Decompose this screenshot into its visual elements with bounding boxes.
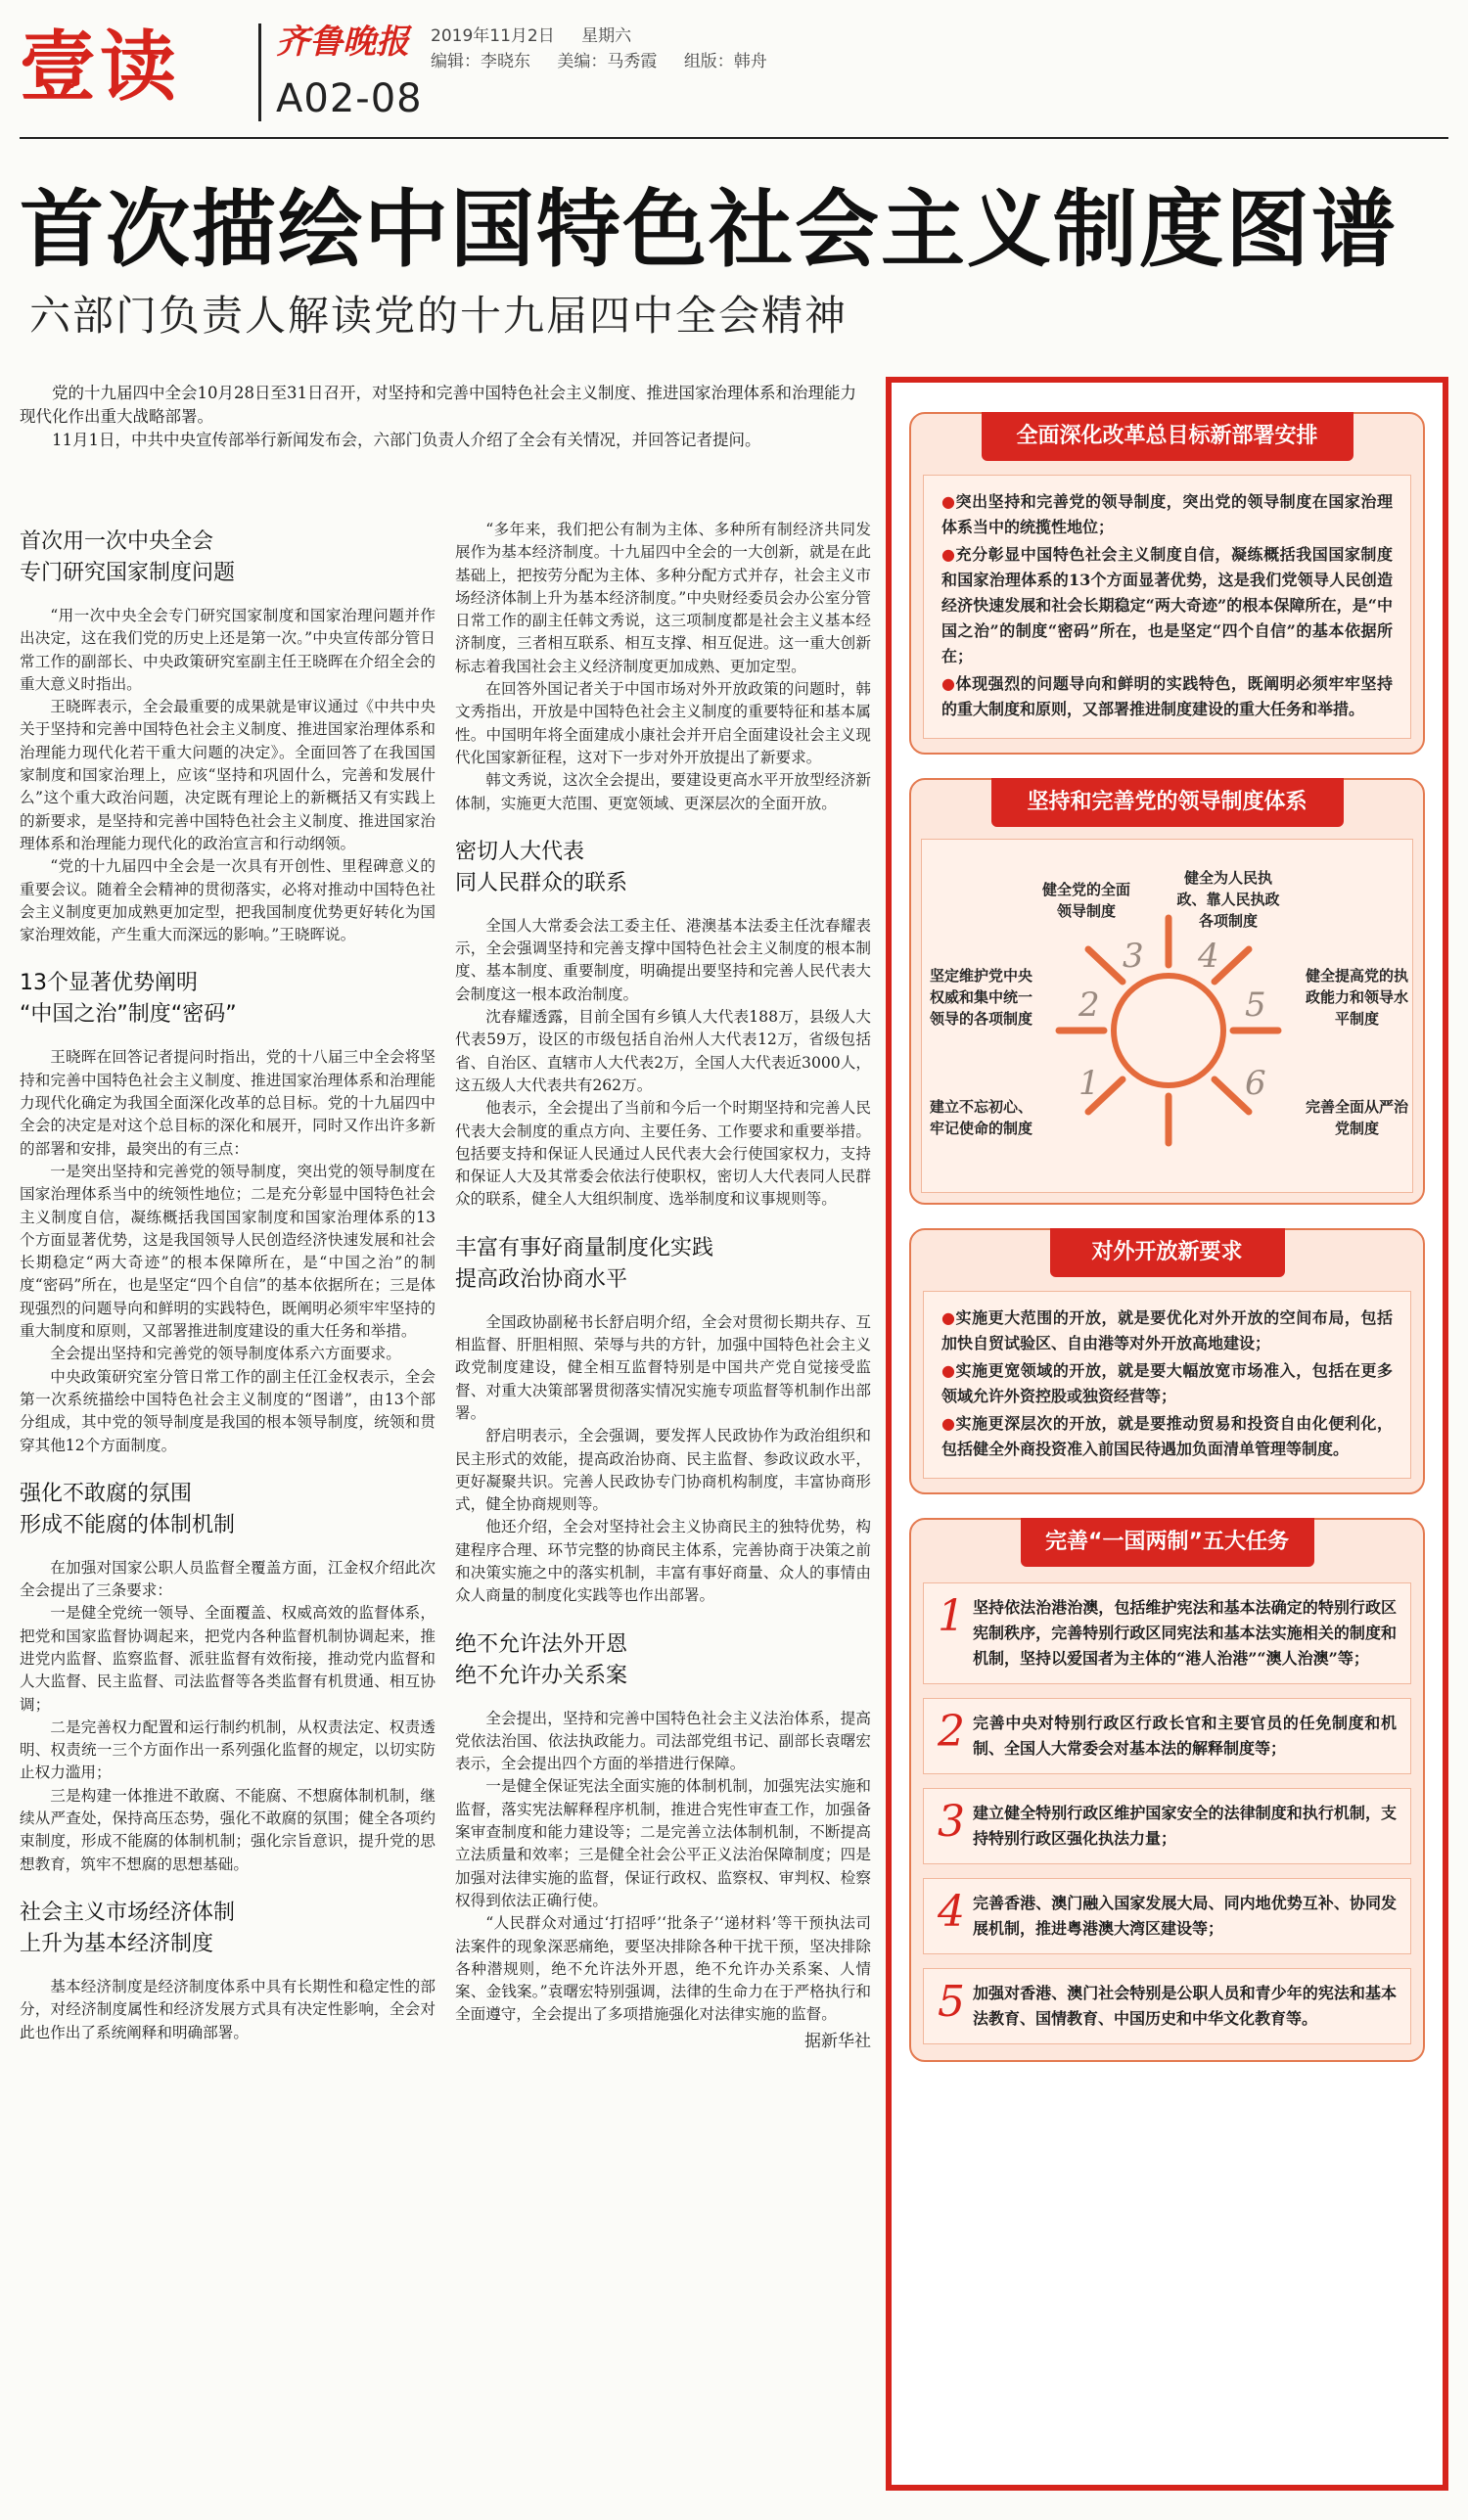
- sidebar-panel: [886, 377, 1448, 2491]
- bullet-icon: ●: [941, 545, 956, 564]
- list-item: ●突出坚持和完善党的领导制度，突出党的领导制度在国家治理体系当中的统揽性地位；: [941, 492, 1393, 536]
- list-item: ●实施更宽领域的开放，就是要大幅放宽市场准入，包括在更多领域允许外资控股或独资经营等；: [941, 1361, 1393, 1405]
- article-paragraph: “用一次中央全会专门研究国家制度和国家治理问题并作出决定，这在我们党的历史上还是第一次。”中央宣传部分管日常工作的副部长、中央政策研究室副主任王晓晖在介绍全会的重大意义时指出。: [20, 607, 436, 693]
- task-number: 4: [938, 1887, 965, 1937]
- task-number: 2: [938, 1707, 965, 1757]
- article-paragraph: 一是突出坚持和完善党的领导制度，突出党的领导制度在国家治理体系当中的统领性地位；二是充分彰显中国特色社会主义制度自信，凝练概括我国国家制度和国家治理体系的13个方面显著优势，这是我国领导人民创造经济快速发展和社会长期稳定“两大奇迹”的根本保障所在，是“中国之治”的制度“密码”所在，也是坚定“四个自信”的基本依据所在；三是体现强烈的问题导向和鲜明的实践特色，既阐明必须牢牢坚持的重大制度和原则，又部署推进制度建设的重大任务和举措。: [20, 1162, 436, 1341]
- masthead: [20, 14, 1448, 131]
- reform-box-title: 全面深化改革总目标新部署安排: [982, 412, 1353, 461]
- article-paragraph: 王晓晖表示，全会最重要的成果就是审议通过《中共中央关于坚持和完善中国特色社会主义制度、推进国家治理体系和治理能力现代化若干重大问题的决定》。全面回答了在我国国家制度和国家治理上，应该“坚持和巩固什么，完善和发展什么”这个重大政治问题，决定既有理论上的新概括又有实践上的新要求，是坚持和完善中国特色社会主义制度、推进国家治理体系和治理能力现代化的政治宣言和行动纲领。: [20, 698, 436, 852]
- byline: 据新华社: [804, 2031, 871, 2051]
- wheel-number: 2: [1078, 985, 1100, 1025]
- article-paragraph: 沈春耀透露，目前全国有乡镇人大代表188万，县级人大代表59万，设区的市级包括自治州人大代表12万，省级包括省、自治区、直辖市人大代表2万，全国人大代表近3000人，这五级人大代表共有262万。: [455, 1008, 871, 1094]
- lead-line: 11月1日，中共中央宣传部举行新闻发布会，六部门负责人介绍了全会有关情况，并回答记者提问。: [52, 431, 761, 449]
- task-text: 加强对香港、澳门社会特别是公职人员和青少年的宪法和基本法教育、国情教育、中国历史和中华文化教育等。: [973, 1984, 1397, 2028]
- wheel-number: 5: [1245, 985, 1266, 1025]
- task-number: 5: [938, 1977, 965, 2027]
- article-paragraph: 他还介绍，全会对坚持社会主义协商民主的独特优势，构建程序合理、环节完整的协商民主体系，完善协商于决策之前和决策实施之中的落实机制，丰富有事好商量、众人的事情由众人商量的制度化实践等也作出部署。: [455, 1518, 871, 1605]
- article-paragraph: 舒启明表示，全会强调，要发挥人民政协作为政治组织和民主形式的效能，提高政治协商、民主监督、参政议政水平，更好凝聚共识。完善人民政协专门协商机构制度，丰富协商形式，健全协商规则等。: [455, 1427, 871, 1514]
- article-column-1: [20, 519, 436, 2044]
- reform-box: [909, 412, 1425, 755]
- bullet-icon: ●: [941, 1308, 956, 1327]
- newspaper-logo: 齐鲁晚报: [276, 23, 409, 62]
- one-country-two-systems-box: [909, 1518, 1425, 2062]
- list-item: ●实施更大范围的开放，就是要优化对外开放的空间布局，包括加快自贸试验区、自由港等对外开放高地建设；: [941, 1308, 1393, 1352]
- wheel-number: 4: [1198, 937, 1219, 976]
- opening-box: [909, 1228, 1425, 1494]
- article-paragraph: 全国政协副秘书长舒启明介绍，全会对贯彻长期共存、互相监督、肝胆相照、荣辱与共的方针，加强中国特色社会主义政党制度建设，健全相互监督特别是中国共产党自觉接受监督、对重大决策部署贯彻落实情况实施专项监督等机制作出部署。: [455, 1312, 871, 1422]
- article-paragraph: 二是完善权力配置和运行制约机制，从权责法定、权责透明、权责统一三个方面作出一系列强化监督的规定，以切实防止权力滥用；: [20, 1718, 436, 1782]
- lead-line: 党的十九届四中全会10月28日至31日召开，对坚持和完善中国特色社会主义制度、推进国家治理体系和治理能力现代化作出重大战略部署。: [20, 384, 856, 426]
- article-paragraph: 韩文秀说，这次全会提出，要建设更高水平开放型经济新体制，实施更大范围、更宽领域、更深层次的全面开放。: [455, 771, 871, 812]
- article-paragraph: 中央政策研究室分管日常工作的副主任江金权表示，全会第一次系统描绘中国特色社会主义制度的“图谱”，由13个部分组成，其中党的领导制度是我国的根本领导制度，统领和贯穿其他12个方面制度。: [20, 1367, 436, 1454]
- wheel-number: 6: [1245, 1064, 1266, 1103]
- wheel-label-3: 健全党的全面领导制度: [1041, 881, 1130, 920]
- bullet-icon: ●: [941, 674, 956, 693]
- article-paragraph: “人民群众对通过‘打招呼’‘批条子’‘递材料’等干预执法司法案件的现象深恶痛绝，要坚决排除各种干扰干预，坚决排除各种潜规则，绝不允许法外开恩，绝不允许办关系案、人情案、金钱案。”袁曙宏特别强调，法律的生命力在于严格执行和全面遵守，全会提出了多项措施强化对法律实施的监督。: [455, 1914, 871, 2024]
- ocs-box-title: 完善“一国两制”五大任务: [1021, 1518, 1314, 1567]
- article-paragraph: 他表示，全会提出了当前和今后一个时期坚持和完善人民代表大会制度的重点方向、主要任务、工作要求和重要举措。包括要支持和保证人民通过人民代表大会行使国家权力，支持和保证人大及其常委会依法行使职权，密切人大代表同人民群众的联系，健全人大组织制度、选举制度和议事规则等。: [455, 1099, 871, 1209]
- lead-paragraph: [20, 382, 871, 452]
- section-heading: 绝不允许法外开恩 绝不允许办关系案: [455, 1631, 628, 1688]
- list-item: ●充分彰显中国特色社会主义制度自信，凝练概括我国国家制度和国家治理体系的13个方面显著优势，这是我们党领导人民创造经济快速发展和社会长期稳定“两大奇迹”的根本保障所在，是“中国之治”的制度“密码”所在，也是坚定“四个自信”的基本依据所在；: [941, 545, 1393, 665]
- masthead-info: [431, 23, 789, 74]
- wheel-label-4: 健全为人民执政、靠人民执政各项制度: [1176, 869, 1280, 930]
- task-text: 建立健全特别行政区维护国家安全的法律制度和执行机制，支持特别行政区强化执法力量；: [973, 1804, 1397, 1848]
- leadership-wheel-diagram: [921, 839, 1413, 1193]
- article-paragraph: 基本经济制度是经济制度体系中具有长期性和稳定性的部分，对经济制度属性和经济发展方式具有决定性影响，全会对此也作出了系统阐释和明确部署。: [20, 1977, 436, 2041]
- bullet-icon: ●: [941, 1361, 956, 1380]
- leadership-box: [909, 778, 1425, 1205]
- article-paragraph: 在回答外国记者关于中国市场对外开放政策的问题时，韩文秀指出，开放是中国特色社会主义制度的重要特征和基本属性。中国明年将全面建成小康社会并开启全面建设社会主义现代化国家新征程，这对下一步对外开放提出了新要求。: [455, 680, 871, 766]
- task-item: [923, 1582, 1411, 1684]
- leadership-box-title: 坚持和完善党的领导制度体系: [991, 778, 1344, 827]
- designer-credit: 美编：马秀霞: [557, 52, 658, 71]
- headline: 首次描绘中国特色社会主义制度图谱: [20, 181, 1398, 279]
- article-paragraph: 全会提出，坚持和完善中国特色社会主义法治体系，提高党依法治国、依法执政能力。司法部党组书记、副部长袁曙宏表示，全会提出四个方面的举措进行保障。: [455, 1709, 871, 1773]
- page-number: A02-08: [276, 76, 423, 121]
- article-paragraph: “党的十九届四中全会是一次具有开创性、里程碑意义的重要会议。随着全会精神的贯彻落实，必将对推动中国特色社会主义制度更加成熟更加定型，把我国制度优势更好转化为国家治理效能，产生重大而深远的影响。”王晓晖说。: [20, 857, 436, 944]
- section-heading: 密切人大代表 同人民群众的联系: [455, 839, 628, 895]
- editor-credit: 编辑：李晓东: [431, 52, 530, 71]
- section-heading: 丰富有事好商量制度化实践 提高政治协商水平: [455, 1235, 714, 1292]
- article-paragraph: 王晓晖在回答记者提问时指出，党的十八届三中全会将坚持和完善中国特色社会主义制度、推进国家治理体系和治理能力现代化确定为我国全面深化改革的总目标。党的十九届四中全会的决定是对这个总目标的深化和展开，同时又作出许多新的部署和安排，最突出的有三点：: [20, 1048, 436, 1158]
- section-heading: 社会主义市场经济体制 上升为基本经济制度: [20, 1900, 236, 1956]
- task-item: [923, 1968, 1411, 2044]
- article-paragraph: “多年来，我们把公有制为主体、多种所有制经济共同发展作为基本经济制度。十九届四中全会的一大创新，就是在此基础上，把按劳分配为主体、多种分配方式并存，社会主义市场经济体制上升为基本经济制度。”中央财经委员会办公室分管日常工作的副主任韩文秀说，这三项制度都是社会主义基本经济制度，三者相互联系、相互支撑、相互促进。这一重大创新标志着我国社会主义经济制度更加成熟、更加定型。: [455, 521, 871, 675]
- task-text: 完善中央对特别行政区行政长官和主要官员的任免制度和机制、全国人大常委会对基本法的解释制度等；: [973, 1714, 1397, 1758]
- section-title: 壹读: [20, 23, 181, 112]
- article-paragraph: 一是健全党统一领导、全面覆盖、权威高效的监督体系，把党和国家监督协调起来，把党内各种监督机制协调起来，推进党内监督、监察监督、派驻监督有效衔接，推动党内监督和人大监督、民主监督、司法监督等各类监督有机贯通、相互协调；: [20, 1604, 436, 1714]
- list-item: ●体现强烈的问题导向和鲜明的实践特色，既阐明必须牢牢坚持的重大制度和原则，又部署推进制度建设的重大任务和举措。: [941, 674, 1393, 718]
- list-item: ●实施更深层次的开放，就是要推动贸易和投资自由化便利化，包括健全外商投资准入前国民待遇加负面清单管理等制度。: [941, 1414, 1393, 1458]
- article-paragraph: 全国人大常委会法工委主任、港澳基本法委主任沈春耀表示，全会强调坚持和完善支撑中国特色社会主义制度的根本制度、基本制度、重要制度，明确提出要坚持和完善人民代表大会制度这一根本政治制度。: [455, 916, 871, 1003]
- bullet-icon: ●: [941, 1414, 956, 1433]
- subheadline: 六部门负责人解读党的十九届四中全会精神: [29, 292, 849, 340]
- task-item: [923, 1698, 1411, 1774]
- article-paragraph: 一是健全保证宪法全面实施的体制机制，加强宪法实施和监督，落实宪法解释程序机制，推进合宪性审查工作，加强备案审查制度和能力建设等；二是完善立法体制机制，不断提高立法质量和效率；三是健全社会公平正义法治保障制度；四是加强对法律实施的监督，保证行政权、监察权、审判权、检察权得到依法正确行使。: [455, 1777, 871, 1909]
- reform-box-body: [923, 475, 1411, 739]
- task-number: 1: [938, 1591, 965, 1641]
- issue-weekday: 星期六: [581, 26, 632, 46]
- task-item: [923, 1878, 1411, 1954]
- masthead-divider: [258, 23, 261, 121]
- task-text: 完善香港、澳门融入国家发展大局、同内地优势互补、协同发展机制，推进粤港澳大湾区建设等；: [973, 1894, 1397, 1938]
- article-paragraph: 全会提出坚持和完善党的领导制度体系六方面要求。: [50, 1345, 401, 1363]
- section-heading: 首次用一次中央全会 专门研究国家制度问题: [20, 529, 236, 585]
- bullet-icon: ●: [941, 492, 956, 511]
- wheel-number: 3: [1123, 937, 1144, 976]
- proof-credit: 组版：韩舟: [683, 52, 767, 71]
- article-paragraph: 三是构建一体推进不敢腐、不能腐、不想腐体制机制，继续从严查处，保持高压态势，强化不敢腐的氛围；健全各项约束制度，形成不能腐的体制机制；强化宗旨意识，提升党的思想教育，筑牢不想腐的思想基础。: [20, 1786, 436, 1873]
- section-heading: 强化不敢腐的氛围 形成不能腐的体制机制: [20, 1481, 236, 1537]
- wheel-number: 1: [1078, 1064, 1100, 1103]
- wheel-label-6: 完善全面从严治党制度: [1306, 1098, 1409, 1137]
- task-text: 坚持依法治港治澳，包括维护宪法和基本法确定的特别行政区宪制秩序，完善特别行政区同宪法和基本法实施相关的制度和机制，坚持以爱国者为主体的“港人治港”“澳人治澳”等；: [973, 1598, 1397, 1668]
- task-number: 3: [938, 1797, 965, 1847]
- wheel-label-1: 建立不忘初心、牢记使命的制度: [930, 1098, 1033, 1137]
- wheel-label-5: 健全提高党的执政能力和领导水平制度: [1306, 967, 1409, 1028]
- article-column-2: [455, 519, 871, 2053]
- task-item: [923, 1788, 1411, 1864]
- article-paragraph: 在加强对国家公职人员监督全覆盖方面，江金权介绍此次全会提出了三条要求：: [20, 1558, 436, 1600]
- section-heading: 13个显著优势阐明 “中国之治”制度“密码”: [20, 971, 237, 1028]
- task-list: [911, 1582, 1423, 2044]
- opening-box-body: [923, 1291, 1411, 1479]
- issue-date: 2019年11月2日: [431, 26, 555, 46]
- wheel-label-2: 坚定维护党中央权威和集中统一领导的各项制度: [930, 967, 1033, 1028]
- masthead-rule: [20, 137, 1448, 139]
- opening-box-title: 对外开放新要求: [1050, 1228, 1285, 1277]
